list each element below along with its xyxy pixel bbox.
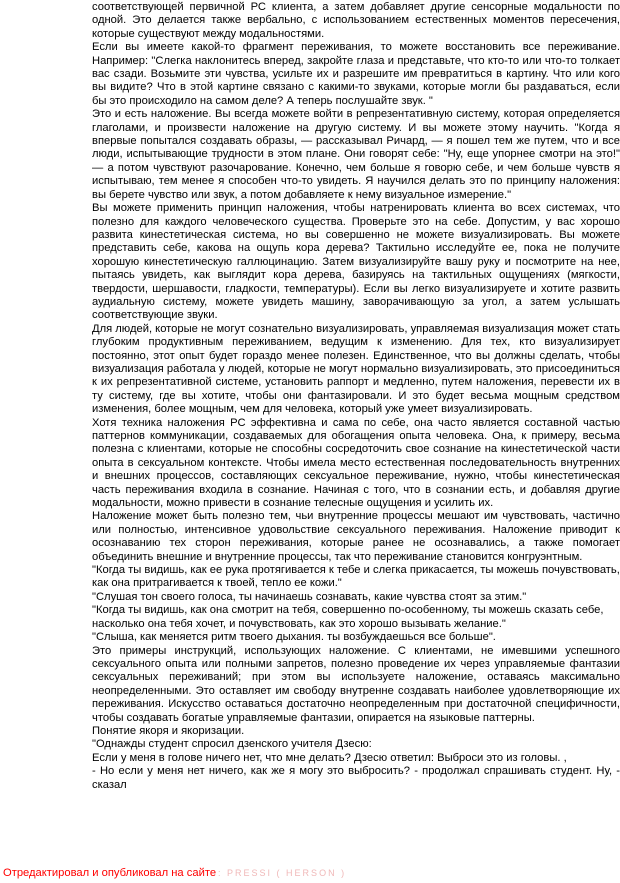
paragraph: Это примеры инструкций, использующих наложение. С клиентами, не имевшими успешного сексуального опыта или полными запретов, полезно проведение их через управляемые фантазии сексуальных переживаний; при этом вы используете наложение, оставаясь максимально неопределенными. Это оставляет им свободу внутренне создавать наиболее удовлетворяющие их переживания. Искусство оставаться достаточно неопределенным при достаточной специфичности, чтобы создавать богатые управляемые фантазии, опирается на языковые паттерны. (92, 644, 620, 724)
footer (3, 866, 346, 880)
quote-paragraph: "Когда ты видишь, как она смотрит на тебя, совершенно по-особенному, ты можешь сказать себе, насколько она тебя хочет, и почувствовать, как это хорошо вызывать желание." (92, 604, 604, 630)
footer-text: Отредактировал и опубликовал на сайте (3, 867, 217, 879)
quote-paragraph: "Когда ты видишь, как ее рука протягивается к тебе и слегка прикасается, ты можешь почувствовать, как она притрагивается к твоей, тепло ее кожи." (92, 564, 620, 590)
paragraph: Хотя техника наложения РС эффективна и сама по себе, она часто является составной частью паттернов коммуникации, создаваемых для обогащения опыта человека. Она, к примеру, весьма полезна с клиентами, которые не способны сосредоточить свое сознание на кинестетической части опыта в сексуальном контексте. Чтобы имела место естественная последовательность внутренних и внешних процессов, составляющих сексуальное переживание, нужно, чтобы кинестетическая часть переживания входила в сознание. Начиная с того, что в сознании есть, и добавляя другие модальности, можно привести в сознание телесные ощущения и усилить их. (92, 416, 620, 510)
paragraph: Если у меня в голове ничего нет, что мне делать? Дзесю ответил: Выброси это из головы. , (92, 751, 567, 764)
paragraph: - Но если у меня нет ничего, как же я могу это выбросить? - продолжал спрашивать студент. Ну, - сказал (92, 765, 620, 791)
paragraph: Для людей, которые не могут сознательно визуализировать, управляемая визуализация может стать глубоким продуктивным переживанием, ведущим к изменению. Для тех, кто визуализирует постоянно, этот опыт будет гораздо менее полезен. Единственное, что вы должны сделать, чтобы визуализация работала у людей, которые не могут нормально визуализировать, это присоединиться к их репрезентативной системе, установить раппорт и медленно, путем наложения, перевести их в ту систему, где вы хотите, чтобы они фантазировали. И это будет весьма мощным средством изменения, более мощным, чем для человека, который уже умеет визуализировать. (92, 322, 620, 416)
paragraph: Вы можете применить принцип наложения, чтобы натренировать клиента во всех системах, что полезно для каждого человеческого существа. Проверьте это на себе. Допустим, у вас хорошо развита кинестетическая система, но вы совершенно не можете визуализировать. Вы можете представить себе, какова на ощупь кора дерева? Тактильно исследуйте ее, пока не получите хорошую кинестетическую галлюцинацию. Затем визуализируйте вашу руку и посмотрите на нее, пытаясь увидеть, как выглядит кора дерева, базируясь на тактильных ощущениях (мягкости, твердости, шершавости, гладкости, температуры). Если вы легко визуализируете и хотите развить аудиальную систему, можете увидеть машину, заворачивающую за угол, а затем услышать соответствующие звуки. (92, 202, 620, 322)
quote-paragraph: "Слыша, как меняется ритм твоего дыхания. ты возбуждаешься все больше". (92, 631, 496, 644)
paragraph: "Однажды студент спросил дзенского учителя Дзесю: (92, 738, 372, 751)
paragraph: Если вы имеете какой-то фрагмент переживания, то можете восстановить все переживание. Например: "Слегка наклонитесь вперед, закройте глаза и представьте, что кто-то или что-то толкает вас сзади. Возьмите эти чувства, усильте их и разрешите им превратиться в картину. Что или кого вы видите? Что в этой картине связано с какими-то звуками, которые могли бы раздаваться, если бы это происходило на самом деле? А теперь послушайте звук. " (92, 41, 620, 107)
quote-paragraph: "Слушая тон своего голоса, ты начинаешь сознавать, какие чувства стоят за этим." (92, 590, 527, 603)
paragraph: Это и есть наложение. Вы всегда можете войти в репрезентативную систему, которая определяется глаголами, и произвести наложение на другую систему. И вы можете этому научить. "Когда я впервые попытался создавать образы, — рассказывал Ричард, — я пошел тем же путем, что и все люди, испытывающие трудности в этом плане. Они говорят себе: "Ну, еще упорнее смотри на это!" — а потом чувствуют разочарование. Конечно, чем больше я говорю себе, и чем больше чувств я испытываю, тем менее я способен что-то увидеть. Я научился делать это по принципу наложения: вы берете чувство или звук, а потом добавляете к нему визуальное измерение." (92, 108, 620, 201)
site-logo[interactable]: : PRESSI ( HERSON ) (218, 868, 347, 878)
page-body (92, 1, 620, 792)
section-heading: Понятие якоря и якоризации. (92, 724, 245, 737)
paragraph: соответствующей первичной РС клиента, а затем добавляет другие сенсорные модальности по одной. Это делается также вербально, с использованием естественных моментов пересечения, которые существуют между модальностями. (92, 1, 620, 40)
paragraph: Наложение может быть полезно тем, чьи внутренние процессы мешают им чувствовать, частично или полностью, интенсивное удовольствие сексуального переживания. Наложение приводит к осознаванию тех сторон переживания, которые ранее не осознавались, а также помогает объединить внешние и внутренние процессы, так что переживание становится конгруэнтным. (92, 510, 620, 563)
